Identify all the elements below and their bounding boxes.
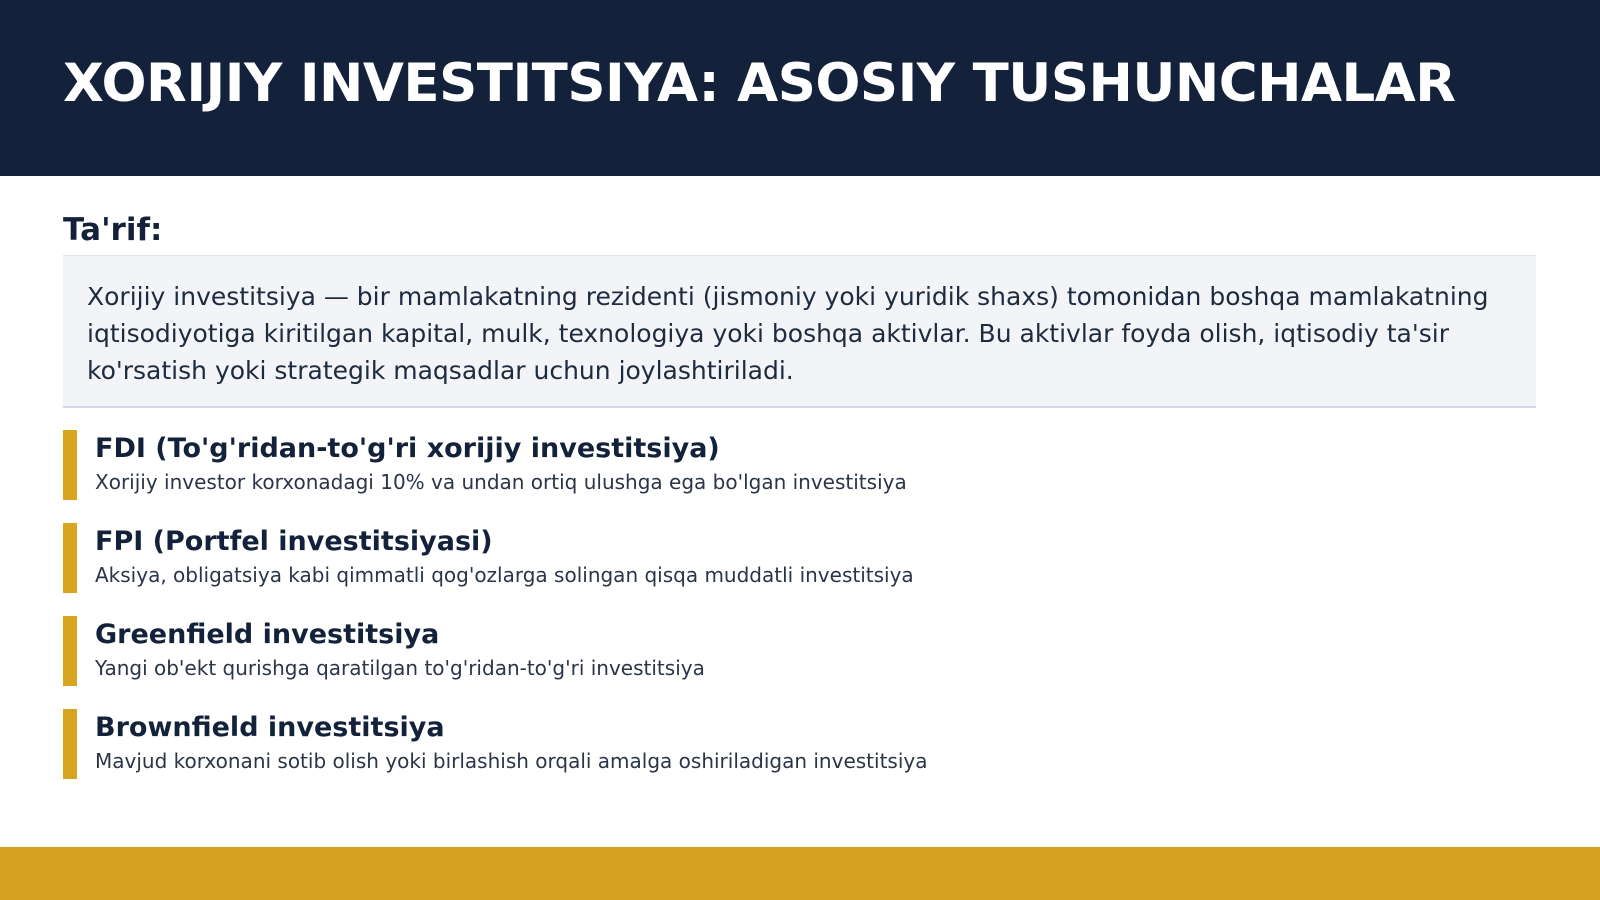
accent-bar (63, 523, 77, 593)
definition-label: Ta'rif: (63, 212, 163, 248)
footer-band (0, 847, 1600, 900)
type-description: Xorijiy investor korxonadagi 10% va undan ortiq ulushga ega bo'lgan investitsiya (95, 470, 907, 494)
type-description: Aksiya, obligatsiya kabi qimmatli qog'ozlarga solingan qisqa muddatli investitsiya (95, 563, 914, 587)
type-item-greenfield (63, 616, 1536, 686)
type-description: Mavjud korxonani sotib olish yoki birlashish orqali amalga oshiriladigan investitsiya (95, 749, 928, 773)
accent-bar (63, 709, 77, 779)
type-title: Brownfield investitsiya (95, 712, 445, 743)
definition-text: Xorijiy investitsiya — bir mamlakatning rezidenti (jismoniy yoki yuridik shaxs) tomonidan boshqa mamlakatning iqtisodiyotiga kiritilgan kapital, mulk, texnologiya yoki boshqa aktivlar. Bu aktivlar foyda olish, iqtisodiy ta'sir ko'rsatish yoki strategik maqsadlar uchun joylashtiriladi. (87, 282, 1489, 385)
type-description: Yangi ob'ekt qurishga qaratilgan to'g'ridan-to'g'ri investitsiya (95, 656, 705, 680)
header-banner (0, 0, 1600, 176)
type-item-fdi (63, 430, 1536, 500)
type-title: Greenfield investitsiya (95, 619, 440, 650)
accent-bar (63, 430, 77, 500)
type-item-brownfield (63, 709, 1536, 779)
page-title: XORIJIY INVESTITSIYA: ASOSIY TUSHUNCHALAR (63, 53, 1456, 114)
type-item-fpi (63, 523, 1536, 593)
type-title: FDI (To'g'ridan-to'g'ri xorijiy investitsiya) (95, 433, 720, 464)
definition-box (63, 255, 1536, 408)
type-title: FPI (Portfel investitsiyasi) (95, 526, 493, 557)
investment-types-list (63, 430, 1536, 802)
accent-bar (63, 616, 77, 686)
